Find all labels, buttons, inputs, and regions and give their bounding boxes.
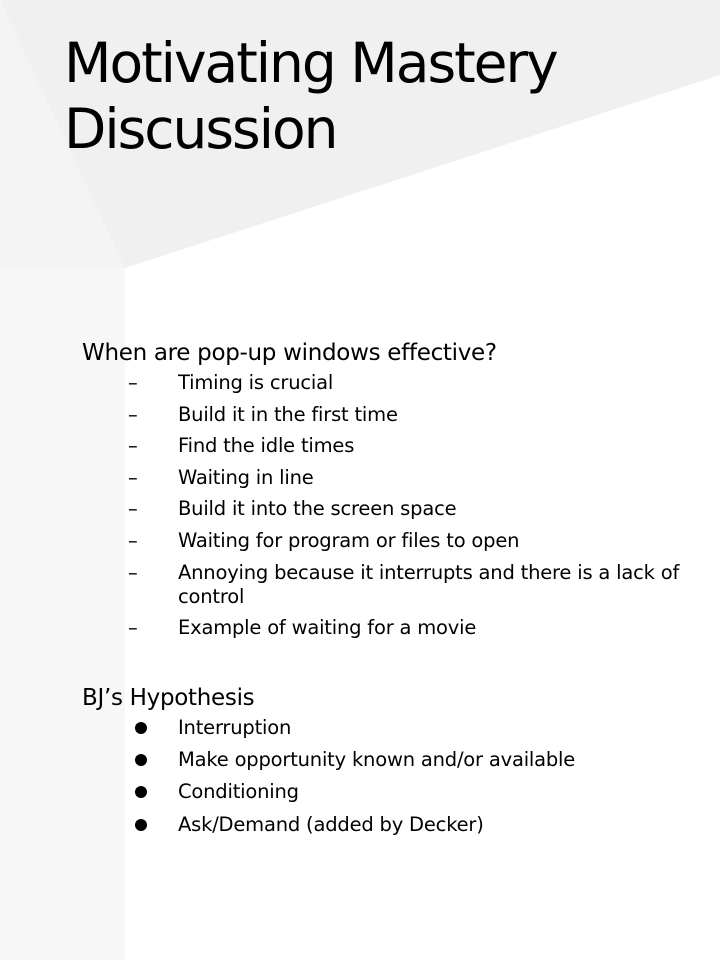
list-item bbox=[82, 561, 682, 609]
list-item-text: Timing is crucial bbox=[178, 371, 334, 394]
list-item bbox=[82, 616, 682, 640]
list-item bbox=[82, 371, 682, 395]
section-heading: BJ’s Hypothesis bbox=[82, 685, 255, 711]
list-item-text: Make opportunity known and/or available bbox=[178, 748, 576, 772]
list-item-text: Conditioning bbox=[178, 780, 299, 804]
list-item-text: Ask/Demand (added by Decker) bbox=[178, 812, 484, 836]
dash-marker: – bbox=[128, 402, 138, 426]
dash-list bbox=[82, 371, 682, 640]
dash-marker: – bbox=[128, 465, 138, 489]
dash-marker: – bbox=[128, 371, 138, 394]
bullet-dot-icon bbox=[135, 754, 147, 766]
list-item-text: Interruption bbox=[178, 716, 292, 739]
bullet-dot-icon bbox=[135, 786, 147, 798]
pop-up-windows-section bbox=[82, 335, 682, 648]
section-heading: When are pop-up windows effective? bbox=[82, 340, 497, 366]
list-item bbox=[82, 716, 682, 740]
list-item-text: Build it into the screen space bbox=[178, 497, 457, 521]
list-item-text: Build it in the first time bbox=[178, 402, 398, 426]
bullet-dot-icon bbox=[135, 819, 147, 831]
dash-marker: – bbox=[128, 528, 138, 552]
list-item bbox=[82, 780, 682, 804]
list-item bbox=[82, 748, 682, 772]
dash-marker: – bbox=[128, 434, 138, 458]
dash-marker: – bbox=[128, 616, 138, 640]
hypothesis-section bbox=[82, 680, 682, 845]
list-item bbox=[82, 497, 682, 521]
list-item bbox=[82, 813, 682, 837]
list-item bbox=[82, 466, 682, 490]
list-item-text: Example of waiting for a movie bbox=[178, 616, 477, 640]
list-item-text: Waiting for program or files to open bbox=[178, 528, 520, 552]
list-item bbox=[82, 434, 682, 458]
list-item bbox=[82, 529, 682, 553]
bullet-list bbox=[82, 716, 682, 837]
slide-title: Motivating Mastery Discussion bbox=[64, 31, 557, 161]
list-item-text: Find the idle times bbox=[178, 434, 355, 458]
dash-marker: – bbox=[128, 497, 138, 521]
list-item bbox=[82, 403, 682, 427]
list-item-text: Annoying because it interrupts and there is a lack of control bbox=[178, 560, 680, 608]
dash-marker: – bbox=[128, 560, 138, 584]
bullet-dot-icon bbox=[135, 722, 147, 734]
list-item-text: Waiting in line bbox=[178, 465, 314, 489]
